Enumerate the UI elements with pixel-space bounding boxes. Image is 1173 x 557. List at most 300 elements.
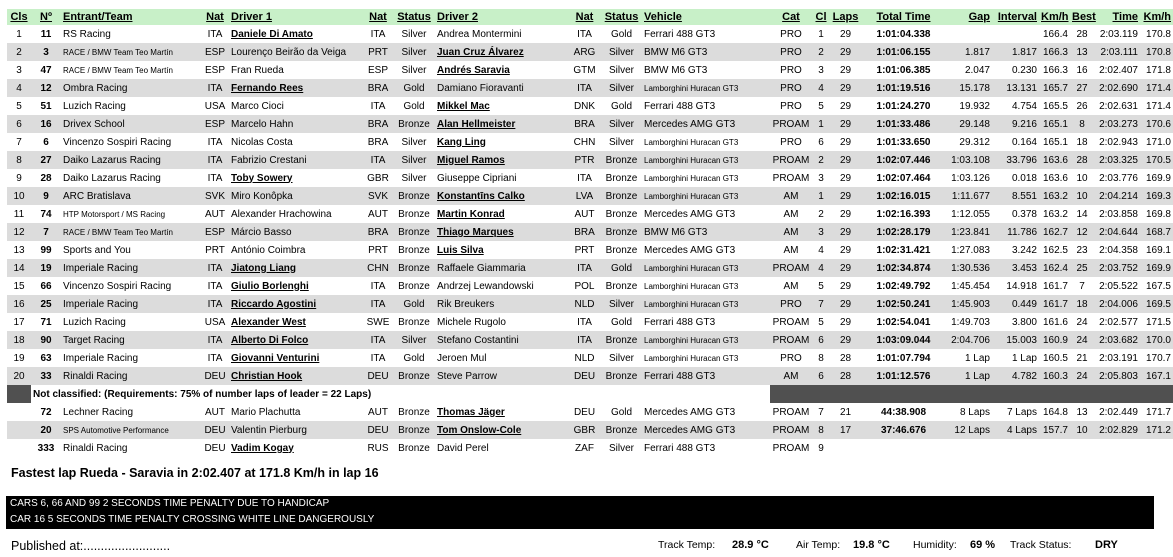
cell-team: RS Racing [61, 25, 201, 43]
cell-number: 27 [31, 151, 61, 169]
cell-team-nat: ITA [201, 295, 229, 313]
cell-total-time: 1:02:07.464 [861, 169, 946, 187]
cell-cl: 6 [812, 367, 830, 385]
cell-gap: 1:12.055 [946, 205, 992, 223]
cell-driver1: Daniele Di Amato [229, 25, 363, 43]
cell-gap: 1.817 [946, 43, 992, 61]
cell-number: 7 [31, 223, 61, 241]
cell-cl: 6 [812, 331, 830, 349]
cell-vehicle: Ferrari 488 GT3 [642, 313, 770, 331]
cell-interval: 4.782 [992, 367, 1039, 385]
cell-driver1-nat: ITA [363, 97, 393, 115]
cell-team-nat: ESP [201, 43, 229, 61]
cell-time: 2:03.858 [1094, 205, 1140, 223]
cell-time: 2:02.829 [1094, 421, 1140, 439]
cell-best-kmh: 167.1 [1140, 367, 1173, 385]
table-row [7, 331, 1173, 349]
cell-time: 2:03.776 [1094, 169, 1140, 187]
cell-cat: PROAM [770, 115, 812, 133]
cell-total-time: 1:01:07.794 [861, 349, 946, 367]
cell-driver2: Michele Rugolo [435, 313, 568, 331]
published-at: Published at:......................... [11, 539, 171, 553]
cell-driver2-status: Gold [601, 403, 642, 421]
cell-best-kmh: 170.8 [1140, 43, 1173, 61]
cell-cl: 6 [812, 133, 830, 151]
cell-driver1-status: Silver [393, 331, 435, 349]
cell-laps: 29 [830, 241, 861, 259]
table-row [7, 61, 1173, 79]
cell-laps: 29 [830, 79, 861, 97]
cell-driver2-nat: ITA [568, 25, 601, 43]
cell-gap: 1:49.703 [946, 313, 992, 331]
cell-driver2-status: Gold [601, 313, 642, 331]
not-classified-row [7, 385, 1173, 403]
cell-interval: 7 Laps [992, 403, 1039, 421]
cell-cls: 10 [7, 187, 31, 205]
track-status-value: DRY [1095, 539, 1118, 551]
table-row [7, 313, 1173, 331]
cell-cls: 3 [7, 61, 31, 79]
cell-cl: 5 [812, 313, 830, 331]
cell-vehicle: Lamborghini Huracan GT3 [642, 79, 770, 97]
cell-driver2-nat: PRT [568, 241, 601, 259]
cell-driver1-status: Silver [393, 133, 435, 151]
cell-total-time: 1:02:49.792 [861, 277, 946, 295]
cell-cl: 3 [812, 61, 830, 79]
cell-cat: AM [770, 241, 812, 259]
cell-interval: 4 Laps [992, 421, 1039, 439]
cell-driver1: Valentin Pierburg [229, 421, 363, 439]
cell-best-kmh: 170.0 [1140, 331, 1173, 349]
cell-kmh: 160.9 [1039, 331, 1070, 349]
cell-driver1: Marco Cioci [229, 97, 363, 115]
cell-driver2-status: Bronze [601, 241, 642, 259]
cell-time: 2:02.943 [1094, 133, 1140, 151]
table-row [7, 295, 1173, 313]
cell-kmh: 157.7 [1039, 421, 1070, 439]
cell-total-time: 1:01:12.576 [861, 367, 946, 385]
table-row [7, 259, 1173, 277]
col-best: Best [1072, 11, 1096, 23]
cell-vehicle: Mercedes AMG GT3 [642, 403, 770, 421]
cell-laps: 29 [830, 97, 861, 115]
cell-team-nat: ITA [201, 25, 229, 43]
col-best-kmh: Km/h [1140, 9, 1173, 25]
cell-best-kmh: 171.4 [1140, 79, 1173, 97]
cell-cl: 9 [812, 439, 830, 457]
cell-best: 24 [1070, 331, 1094, 349]
cell-time: 2:03.191 [1094, 349, 1140, 367]
cell-best-kmh: 169.1 [1140, 241, 1173, 259]
cell-laps: 29 [830, 187, 861, 205]
cell-gap: 29.148 [946, 115, 992, 133]
cell-time: 2:04.644 [1094, 223, 1140, 241]
cell-driver2-nat: DEU [568, 403, 601, 421]
cell-number: 66 [31, 277, 61, 295]
cell-driver2-nat: DNK [568, 97, 601, 115]
cell-team: Target Racing [61, 331, 201, 349]
cell-number: 19 [31, 259, 61, 277]
cell-driver2: Thomas Jäger [435, 403, 568, 421]
table-row [7, 43, 1173, 61]
cell-laps: 29 [830, 151, 861, 169]
cell-driver2-nat: ITA [568, 313, 601, 331]
cell-number: 12 [31, 79, 61, 97]
cell-total-time: 1:01:24.270 [861, 97, 946, 115]
cell-interval: 33.796 [992, 151, 1039, 169]
cell-total-time: 1:02:34.874 [861, 259, 946, 277]
col-cl: Cl [812, 9, 830, 25]
cell-time: 2:04.214 [1094, 187, 1140, 205]
cell-driver2-nat: AUT [568, 205, 601, 223]
cell-vehicle: BMW M6 GT3 [642, 43, 770, 61]
cell-best: 14 [1070, 205, 1094, 223]
cell-gap: 1 Lap [946, 367, 992, 385]
cell-interval: 3.800 [992, 313, 1039, 331]
cell-driver2: Raffaele Giammaria [435, 259, 568, 277]
cell-total-time: 1:01:33.486 [861, 115, 946, 133]
not-classified-label: Not classified: (Requirements: 75% of number laps of leader = 22 Laps) [31, 385, 770, 403]
cell-driver1-nat: AUT [363, 403, 393, 421]
cell-cat: PROAM [770, 259, 812, 277]
cell-number: 9 [31, 187, 61, 205]
cell-best-kmh: 170.5 [1140, 151, 1173, 169]
cell-laps: 29 [830, 43, 861, 61]
cell-cls: 6 [7, 115, 31, 133]
cell-kmh: 160.3 [1039, 367, 1070, 385]
table-row [7, 25, 1173, 43]
cell-cat: PROAM [770, 151, 812, 169]
cell-number: 333 [31, 439, 61, 457]
cell-cls: 19 [7, 349, 31, 367]
cell-driver2-nat: NLD [568, 349, 601, 367]
cell-time: 2:05.522 [1094, 277, 1140, 295]
cell-team-nat: ITA [201, 79, 229, 97]
cell-driver2: Luis Silva [435, 241, 568, 259]
cell-total-time: 44:38.908 [861, 403, 946, 421]
cell-cat: PRO [770, 97, 812, 115]
cell-best: 23 [1070, 241, 1094, 259]
cell-team: Luzich Racing [61, 97, 201, 115]
col-interval: Interval [992, 9, 1039, 25]
cell-best-kmh: 170.6 [1140, 115, 1173, 133]
cell-interval: 1 Lap [992, 349, 1039, 367]
cell-cat: PROAM [770, 169, 812, 187]
cell-cls [7, 403, 31, 421]
cell-number: 20 [31, 421, 61, 439]
col-driver2-status: Status [601, 9, 642, 25]
cell-vehicle: BMW M6 GT3 [642, 223, 770, 241]
cell-driver2-status: Silver [601, 439, 642, 457]
cell-best: 21 [1070, 349, 1094, 367]
cell-driver2: Stefano Costantini [435, 331, 568, 349]
cell-driver1: Giulio Borlenghi [229, 277, 363, 295]
cell-best-kmh: 168.7 [1140, 223, 1173, 241]
cell-driver1: Alexander Hrachowina [229, 205, 363, 223]
cell-time: 2:02.577 [1094, 313, 1140, 331]
cell-team-nat: ITA [201, 277, 229, 295]
cell-gap [946, 439, 992, 457]
col-driver1-status: Status [393, 9, 435, 25]
cell-number: 99 [31, 241, 61, 259]
col-gap: Gap [946, 9, 992, 25]
cell-time: 2:02.631 [1094, 97, 1140, 115]
cell-kmh: 163.6 [1039, 169, 1070, 187]
penalty-line: CAR 16 5 SECONDS TIME PENALTY CROSSING WHITE LINE DANGEROUSLY [10, 514, 375, 525]
cell-vehicle: Lamborghini Huracan GT3 [642, 277, 770, 295]
cell-driver1: Lourenço Beirão da Veiga [229, 43, 363, 61]
cell-driver1-nat: BRA [363, 115, 393, 133]
cell-cat: PROAM [770, 421, 812, 439]
cell-cat: AM [770, 277, 812, 295]
cell-kmh: 165.5 [1039, 97, 1070, 115]
air-temp-label: Air Temp: [796, 539, 841, 551]
cell-team: Rinaldi Racing [61, 367, 201, 385]
cell-gap: 1:11.677 [946, 187, 992, 205]
cell-time: 2:05.803 [1094, 367, 1140, 385]
cell-total-time: 37:46.676 [861, 421, 946, 439]
cell-kmh: 165.7 [1039, 79, 1070, 97]
cell-team: Ombra Racing [61, 79, 201, 97]
cell-cls: 16 [7, 295, 31, 313]
cell-kmh: 162.4 [1039, 259, 1070, 277]
cell-driver2: Andrés Saravia [435, 61, 568, 79]
cell-interval: 0.018 [992, 169, 1039, 187]
cell-driver1-status: Bronze [393, 241, 435, 259]
cell-team: HTP Motorsport / MS Racing [61, 205, 201, 223]
cell-team: SPS Automotive Performance [61, 421, 201, 439]
cell-team-nat: ESP [201, 61, 229, 79]
cell-driver2-nat: GTM [568, 61, 601, 79]
cell-driver1-nat: GBR [363, 169, 393, 187]
cell-interval: 4.754 [992, 97, 1039, 115]
cell-time: 2:03.119 [1094, 25, 1140, 43]
cell-cls: 4 [7, 79, 31, 97]
cell-cls: 17 [7, 313, 31, 331]
cell-cl: 1 [812, 115, 830, 133]
cell-gap: 19.932 [946, 97, 992, 115]
cell-number: 63 [31, 349, 61, 367]
table-row [7, 349, 1173, 367]
cell-cl: 1 [812, 25, 830, 43]
cell-best: 18 [1070, 295, 1094, 313]
cell-vehicle: Ferrari 488 GT3 [642, 367, 770, 385]
cell-vehicle: BMW M6 GT3 [642, 61, 770, 79]
cell-best-kmh: 170.7 [1140, 349, 1173, 367]
cell-total-time: 1:02:50.241 [861, 295, 946, 313]
cell-laps: 28 [830, 349, 861, 367]
cell-driver1: António Coimbra [229, 241, 363, 259]
cell-team: Daiko Lazarus Racing [61, 169, 201, 187]
cell-driver1: Fernando Rees [229, 79, 363, 97]
cell-interval: 0.449 [992, 295, 1039, 313]
col-vehicle: Vehicle [642, 9, 770, 25]
cell-driver1-status: Silver [393, 169, 435, 187]
cell-gap: 1:45.454 [946, 277, 992, 295]
cell-driver1-nat: ITA [363, 151, 393, 169]
cell-cat: PRO [770, 25, 812, 43]
cell-driver2-status: Bronze [601, 421, 642, 439]
cell-team: Sports and You [61, 241, 201, 259]
cell-total-time: 1:02:31.421 [861, 241, 946, 259]
cell-driver1: Alberto Di Folco [229, 331, 363, 349]
cell-cat: AM [770, 187, 812, 205]
cell-cl: 3 [812, 223, 830, 241]
cell-driver1-status: Bronze [393, 115, 435, 133]
cell-number: 33 [31, 367, 61, 385]
cell-driver1-nat: PRT [363, 241, 393, 259]
cell-gap: 15.178 [946, 79, 992, 97]
cell-cat: PRO [770, 133, 812, 151]
cell-driver2: Steve Parrow [435, 367, 568, 385]
cell-laps: 29 [830, 313, 861, 331]
nc-marker [7, 385, 31, 403]
cell-laps [830, 439, 861, 457]
cell-cl: 4 [812, 259, 830, 277]
cell-driver1-nat: BRA [363, 133, 393, 151]
cell-cat: PRO [770, 79, 812, 97]
table-row [7, 403, 1173, 421]
cell-kmh: 163.6 [1039, 151, 1070, 169]
cell-driver2: Martin Konrad [435, 205, 568, 223]
cell-cl: 2 [812, 151, 830, 169]
cell-cl: 3 [812, 169, 830, 187]
cell-cl: 8 [812, 421, 830, 439]
cell-driver2-status: Silver [601, 79, 642, 97]
col-team: Entrant/Team [61, 9, 201, 25]
table-row [7, 439, 1173, 457]
cell-driver1: Giovanni Venturini [229, 349, 363, 367]
cell-driver1: Fabrizio Crestani [229, 151, 363, 169]
cell-cat: PRO [770, 43, 812, 61]
cell-driver2-nat: ITA [568, 259, 601, 277]
cell-kmh: 166.3 [1039, 43, 1070, 61]
cell-vehicle: Lamborghini Huracan GT3 [642, 187, 770, 205]
cell-driver1-status: Bronze [393, 223, 435, 241]
cell-vehicle: Mercedes AMG GT3 [642, 205, 770, 223]
cell-vehicle: Mercedes AMG GT3 [642, 115, 770, 133]
cell-vehicle: Lamborghini Huracan GT3 [642, 295, 770, 313]
cell-cat: PROAM [770, 439, 812, 457]
cell-kmh: 165.1 [1039, 133, 1070, 151]
table-row [7, 151, 1173, 169]
cell-best-kmh: 171.4 [1140, 97, 1173, 115]
cell-interval: 0.230 [992, 61, 1039, 79]
cell-best: 10 [1070, 421, 1094, 439]
humidity-label: Humidity: [913, 539, 957, 551]
cell-time: 2:04.358 [1094, 241, 1140, 259]
cell-best-kmh: 171.2 [1140, 421, 1173, 439]
cell-driver2: Damiano Fioravanti [435, 79, 568, 97]
cell-interval [992, 439, 1039, 457]
cell-driver2-status: Bronze [601, 223, 642, 241]
cell-team-nat: AUT [201, 403, 229, 421]
cell-team-nat: ITA [201, 349, 229, 367]
cell-driver1-status: Bronze [393, 403, 435, 421]
cell-team: Imperiale Racing [61, 259, 201, 277]
cell-cl: 8 [812, 349, 830, 367]
cell-laps: 29 [830, 115, 861, 133]
cell-cat: PRO [770, 61, 812, 79]
cell-gap: 1:45.903 [946, 295, 992, 313]
cell-cls: 18 [7, 331, 31, 349]
cell-team-nat: DEU [201, 421, 229, 439]
cell-team: Rinaldi Racing [61, 439, 201, 457]
cell-best: 13 [1070, 43, 1094, 61]
penalty-line: CARS 6, 66 AND 99 2 SECONDS TIME PENALTY DUE TO HANDICAP [10, 498, 330, 509]
cell-vehicle: Ferrari 488 GT3 [642, 97, 770, 115]
cell-total-time [861, 439, 946, 457]
cell-best-kmh: 171.7 [1140, 403, 1173, 421]
cell-driver2-nat: NLD [568, 295, 601, 313]
cell-driver2-nat: POL [568, 277, 601, 295]
cell-cls: 8 [7, 151, 31, 169]
penalties-box [6, 496, 1154, 529]
cell-laps: 29 [830, 205, 861, 223]
cell-driver2-status: Gold [601, 25, 642, 43]
cell-driver1: Márcio Basso [229, 223, 363, 241]
cell-driver1: Toby Sowery [229, 169, 363, 187]
results-body [7, 25, 1173, 457]
cell-number: 25 [31, 295, 61, 313]
cell-cat: AM [770, 205, 812, 223]
cell-best: 24 [1070, 313, 1094, 331]
cell-cl: 4 [812, 79, 830, 97]
cell-driver1-status: Bronze [393, 259, 435, 277]
cell-vehicle: Lamborghini Huracan GT3 [642, 349, 770, 367]
cell-number: 74 [31, 205, 61, 223]
cell-driver2: Tom Onslow-Cole [435, 421, 568, 439]
cell-cl: 5 [812, 277, 830, 295]
cell-team: Drivex School [61, 115, 201, 133]
cell-interval: 3.453 [992, 259, 1039, 277]
track-temp-label: Track Temp: [658, 539, 716, 551]
col-total-time: Total Time [861, 9, 946, 25]
cell-driver2: Miguel Ramos [435, 151, 568, 169]
cell-vehicle: Lamborghini Huracan GT3 [642, 151, 770, 169]
cell-driver2-status: Bronze [601, 169, 642, 187]
cell-driver2-status: Bronze [601, 187, 642, 205]
cell-total-time: 1:02:28.179 [861, 223, 946, 241]
cell-cat: AM [770, 367, 812, 385]
cell-driver2-nat: ITA [568, 169, 601, 187]
cell-gap: 1:30.536 [946, 259, 992, 277]
cell-laps: 17 [830, 421, 861, 439]
cell-laps: 29 [830, 259, 861, 277]
col-cls: Cls [7, 9, 31, 25]
cell-driver1: Nicolas Costa [229, 133, 363, 151]
fastest-lap-text: Fastest lap Rueda - Saravia in 2:02.407 at 171.8 Km/h in lap 16 [11, 466, 379, 480]
cell-driver2-status: Bronze [601, 331, 642, 349]
cell-driver1: Miro Konôpka [229, 187, 363, 205]
cell-driver1-status: Bronze [393, 367, 435, 385]
cell-team: Daiko Lazarus Racing [61, 151, 201, 169]
cell-interval: 11.786 [992, 223, 1039, 241]
cell-best: 26 [1070, 97, 1094, 115]
cell-driver1-nat: AUT [363, 205, 393, 223]
table-row [7, 79, 1173, 97]
cell-total-time: 1:01:06.155 [861, 43, 946, 61]
col-driver2-nat: Nat [568, 9, 601, 25]
cell-best: 10 [1070, 187, 1094, 205]
cell-team-nat: DEU [201, 439, 229, 457]
cell-team-nat: USA [201, 313, 229, 331]
cell-cat: PRO [770, 349, 812, 367]
cell-vehicle: Lamborghini Huracan GT3 [642, 169, 770, 187]
cell-cls: 11 [7, 205, 31, 223]
cell-cls: 14 [7, 259, 31, 277]
cell-kmh: 162.7 [1039, 223, 1070, 241]
